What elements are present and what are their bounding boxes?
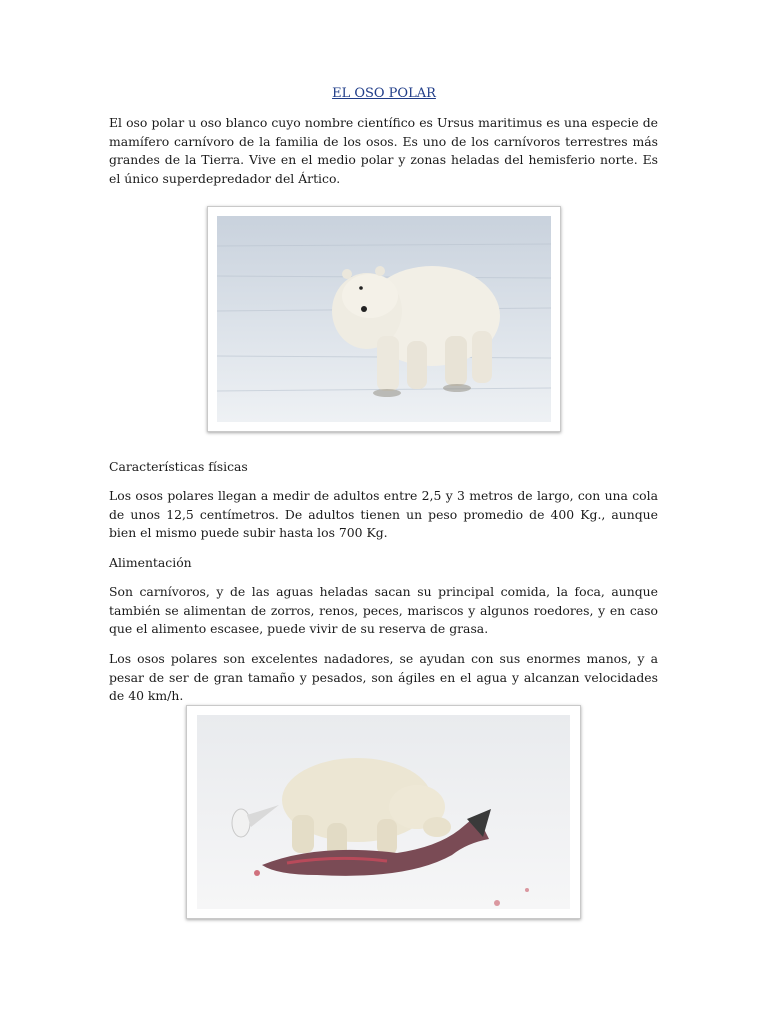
page-title: EL OSO POLAR bbox=[332, 86, 436, 101]
caracteristicas-paragraph: Los osos polares llegan a medir de adultos entre 2,5 y 3 metros de largo, con una cola de unos 12,5 centímetros. De adultos tienen un peso promedio de 400 Kg., aunque bien el mismo puede subir hasta los 700 Kg. bbox=[109, 488, 658, 540]
polar-bear-walking-photo bbox=[207, 206, 561, 432]
section-heading-caracteristicas: Características físicas bbox=[109, 459, 248, 474]
alimentacion-paragraph-1: Son carnívoros, y de las aguas heladas sacan su principal comida, la foca, aunque también se alimentan de zorros, renos, peces, mariscos y algunos roedores, y en caso que el alimento escasee, puede vivir de su reserva de grasa. bbox=[109, 584, 658, 636]
intro-paragraph: El oso polar u oso blanco cuyo nombre científico es Ursus maritimus es una especie de mamífero carnívoro de la familia de los osos. Es uno de los carnívoros terrestres más grandes de la Tierra. Vive en el medio polar y zonas heladas del hemisferio norte. Es el único superdepredador del Ártico. bbox=[109, 115, 658, 186]
alimentacion-paragraph-2: Los osos polares son excelentes nadadores, se ayudan con sus enormes manos, y a pesar de ser de gran tamaño y pesados, son ágiles en el agua y alcanzan velocidades de 40 km/h. bbox=[109, 651, 658, 703]
section-heading-alimentacion: Alimentación bbox=[109, 555, 192, 570]
polar-bear-eating-seal-photo bbox=[186, 705, 581, 919]
